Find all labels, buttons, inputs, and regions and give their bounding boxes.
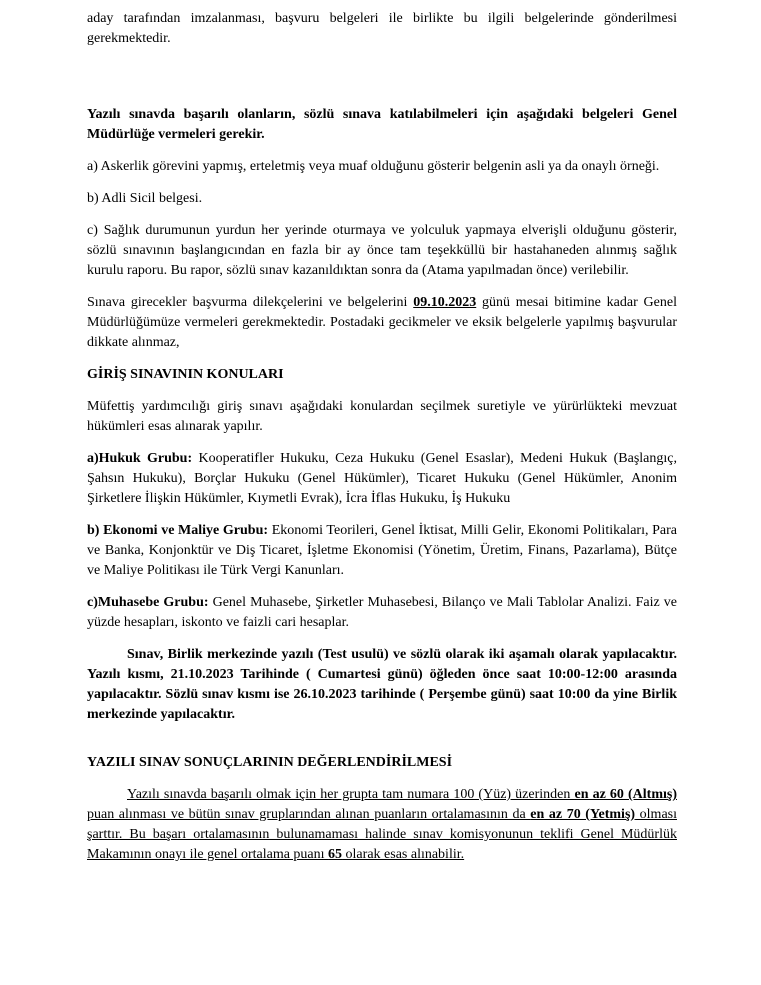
accounting-group-label: c)Muhasebe Grubu:: [87, 595, 209, 610]
deadline-text-before: Sınava girecekler başvurma dilekçelerini ve belgelerini: [87, 295, 414, 310]
list-item-b: b) Adli Sicil belgesi.: [87, 191, 203, 206]
paragraph-requirements-notice: Yazılı sınavda başarılı olanların, sözlü sınava katılabilmeleri için aşağıdaki belgeleri Genel Müdürlüğe vermeleri gerekir.: [87, 107, 677, 142]
economy-group-text: Ekonomi Teorileri, Genel İktisat, Milli Gelir, Ekonomi Politikaları, Para ve Banka, Konjonktür ve Diş Ticaret, İşletme Ekonomisi (Yönetim, Üretim, Finans, Pazarlama), Bütçe ve Maliye Politikası ile Türk Vergi Kanunları.: [87, 523, 677, 578]
paragraph-topics-intro: Müfettiş yardımcılığı giriş sınavı aşağıdaki konulardan seçilmek suretiyle ve yürürlükteki mevzuat hükümleri esas alınarak yapılır.: [87, 399, 677, 434]
heading-exam-topics: GİRİŞ SINAVININ KONULARI: [87, 367, 284, 382]
evaluation-text-4: olarak esas alınabilir.: [342, 847, 465, 862]
law-group-text: Kooperatifler Hukuku, Ceza Hukuku (Genel Esaslar), Medeni Hukuk (Başlangıç, Şahsın Hukuku), Borçlar Hukuku (Genel Hükümler), Ticaret Hukuku (Genel Hükümler, Anonim Şirketlere İlişkin Hükümler, Kıymetli Evrak), İcra İflas Hukuku, İş Hukuku: [87, 451, 677, 506]
min-average-70: en az 70 (Yetmiş): [530, 807, 636, 822]
evaluation-text-1: Yazılı sınavda başarılı olmak için her grupta tam numara 100 (Yüz) üzerinden: [127, 787, 575, 802]
paragraph-accounting-group: [87, 593, 677, 633]
paragraph-evaluation: [87, 785, 677, 865]
deadline-text-after: günü mesai bitimine kadar Genel Müdürlüğümüze vermeleri gerekmektedir. Postadaki gecikmeler ve eksik belgelerle yapılmış başvurular dikkate alınmaz,: [87, 295, 677, 350]
evaluation-text-3: olması şarttır. Bu başarı ortalamasının bulunamaması halinde sınav komisyonunun teklifi Genel Müdürlük Makamının onayı ile genel ortalama puanı: [87, 807, 677, 862]
law-group-label: a)Hukuk Grubu:: [87, 451, 193, 466]
paragraph-exam-schedule: Sınav, Birlik merkezinde yazılı (Test usulü) ve sözlü olarak iki aşamalı olarak yapılacaktır. Yazılı kısmı, 21.10.2023 Tarihinde ( Cumartesi günü) öğleden önce saat 10:00-12:00 arasında yapılacaktır. Sözlü sınav kısmı ise 26.10.2023 tarihinde ( Perşembe günü) saat 10:00 da yine Birlik merkezinde yapılacaktır.: [87, 647, 677, 722]
deadline-date: 09.10.2023: [413, 295, 477, 310]
paragraph-deadline: [87, 293, 677, 353]
economy-group-label: b) Ekonomi ve Maliye Grubu:: [87, 523, 269, 538]
accounting-group-text: Genel Muhasebe, Şirketler Muhasebesi, Bilanço ve Mali Tablolar Analizi. Faiz ve yüzde hesapları, iskonto ve faizli cari hesaplar.: [87, 595, 677, 630]
min-score-60: en az 60 (Altmış): [574, 787, 677, 802]
list-item-a: a) Askerlik görevini yapmış, erteletmiş veya muaf olduğunu gösterir belgenin asli ya da onaylı örneği.: [87, 159, 660, 174]
paragraph-intro: aday tarafından imzalanması, başvuru belgeleri ile birlikte bu ilgili belgelerinde gönderilmesi gerekmektedir.: [87, 11, 677, 46]
list-item-c: c) Sağlık durumunun yurdun her yerinde oturmaya ve yolculuk yapmaya elverişli olduğunu gösterir, sözlü sınavının başlangıcından en fazla bir ay önce tam teşekküllü bir hastahaneden alınmış sağlık kurulu raporu. Bu rapor, sözlü sınav kazanıldıktan sonra da (Atama yapılmadan önce) verilebilir.: [87, 223, 677, 278]
heading-written-results: YAZILI SINAV SONUÇLARININ DEĞERLENDİRİLMESİ: [87, 755, 453, 770]
paragraph-economy-group: [87, 521, 677, 581]
default-average-65: 65: [328, 847, 343, 862]
paragraph-law-group: [87, 449, 677, 509]
evaluation-text-2: puan alınması ve bütün sınav gruplarından alınan puanların ortalamasının da: [87, 807, 531, 822]
